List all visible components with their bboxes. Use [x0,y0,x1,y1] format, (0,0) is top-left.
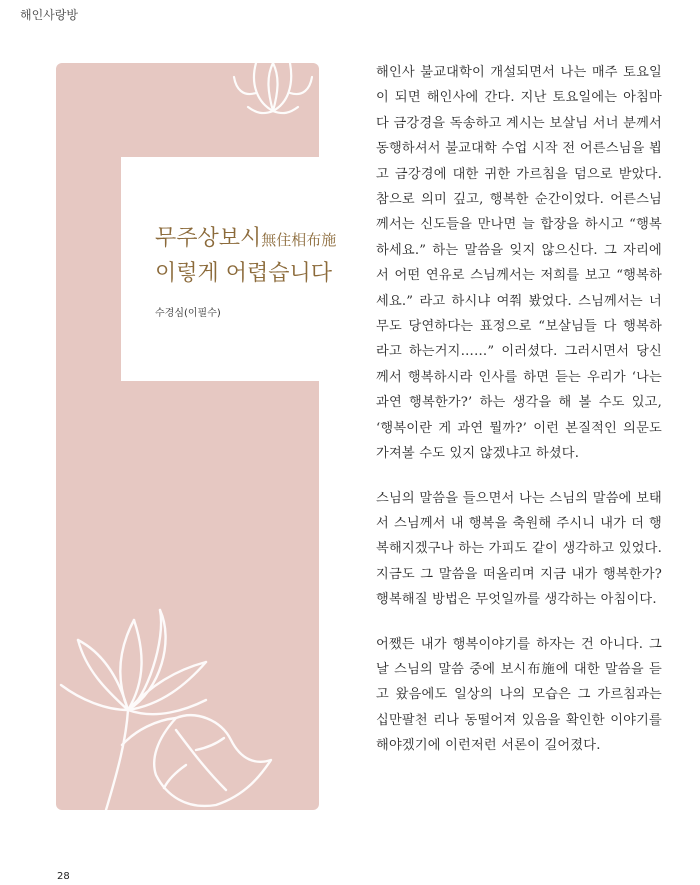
author-name: 수경심(이필수) [155,308,221,319]
title-hanja: 無住相布施 [261,231,337,249]
flower-illustration-icon [56,560,319,810]
title-main: 무주상보시 [155,226,262,251]
body-paragraph: 스님의 말씀을 들으면서 나는 스님의 말씀에 보태서 스님께서 내 행복을 축원해 주시니 내가 더 행복해지겠구나 하는 가피도 같이 생각하고 있었다. 지금도 그 말씀을 떠올리며 지금 내가 행복한가? 행복해질 방법은 무엇일까를 생각하는 아침이다. [376,490,662,608]
article-title [155,222,355,291]
lotus-flower-icon [228,63,319,123]
article-body [376,60,662,759]
running-header: 해인사랑방 [20,8,78,22]
page-number: 28 [57,871,70,882]
body-paragraph: 해인사 불교대학이 개설되면서 나는 매주 토요일이 되면 해인사에 간다. 지난 토요일에는 아침마다 금강경을 독송하고 계시는 보살님 서너 분께서 동행하셔서 불교대학 수업 시작 전 어른스님을 뵙고 금강경에 대한 귀한 가르침을 덤으로 받았다. 참으로 의미 깊고, 행복한 순간이었다. 어른스님께서는 신도들을 만나면 늘 합장을 하시고 “행복하세요.” 하는 말씀을 잊지 않으신다. 그 자리에서 어떤 연유로 스님께서는 저희를 보고 “행복하세요.” 라고 하시냐 여쭤 봤었다. 스님께서는 너무도 당연하다는 표정으로 “보살님들 다 행복하라고 하는거지……” 이러셨다. 그러시면서 당신께서 행복하시라 인사를 하면 듣는 우리가 ‘나는 과연 행복한가?’ 하는 생각을 해 볼 수도 있고, ‘행복이란 게 과연 뭘까?’ 이런 본질적인 의문도 가져볼 수도 있지 않겠냐고 하셨다. [376,65,662,462]
title-subline: 이렇게 어렵습니다 [155,261,333,286]
body-paragraph: 어쨌든 내가 행복이야기를 하자는 건 아니다. 그날 스님의 말씀 중에 보시布施에 대한 말씀을 듣고 왔음에도 일상의 나의 모습은 그 가르침과는 십만팔천 리나 동떨어져 있음을 확인한 이야기를 해야겠기에 이런저런 서론이 길어졌다. [376,636,662,754]
